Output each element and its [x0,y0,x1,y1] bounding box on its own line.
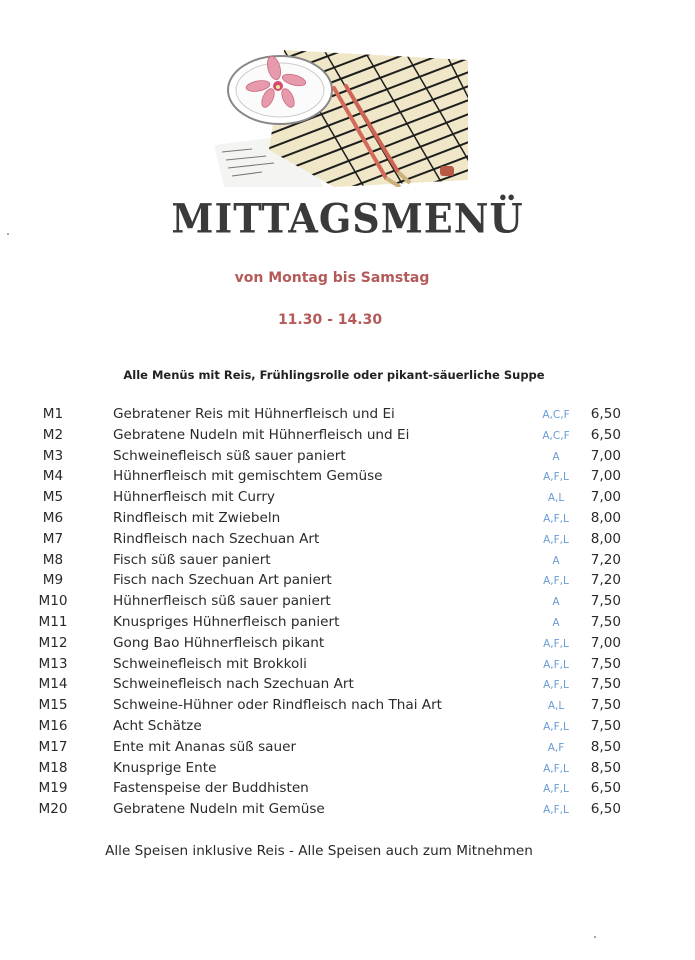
item-allergens: A,F,L [543,679,569,692]
menu-item [0,591,695,612]
item-price: 7,20 [590,551,621,568]
item-price: 7,00 [590,489,621,506]
item-name: Hühnerfleisch mit Curry [113,489,275,506]
item-price: 8,50 [590,759,621,776]
item-allergens: A [552,450,560,463]
item-price: 6,50 [590,801,621,818]
item-name: Schweine-Hühner oder Rindfleisch nach Thai Art [113,697,443,714]
item-name: Hühnerfleisch mit gemischtem Gemüse [113,468,383,485]
item-name: Fisch nach Szechuan Art paniert [113,572,332,589]
menu-item [0,446,695,467]
item-name: Gong Bao Hühnerfleisch pikant [113,634,325,651]
item-allergens: A,L [547,700,565,713]
item-name: Schweinefleisch nach Szechuan Art [113,676,354,693]
item-price: 6,50 [590,780,621,797]
item-name: Knusprige Ente [113,759,217,776]
item-name: Ente mit Ananas süß sauer [113,738,297,755]
item-code: M1 [42,406,64,422]
menu-title: MITTAGSMENÜ [171,194,524,243]
item-name: Hühnerfleisch süß sauer paniert [113,593,331,610]
menu-item [0,778,695,799]
item-price: 7,50 [590,655,621,672]
menu-item [0,716,695,737]
item-code: M8 [42,551,64,568]
hours-label: 11.30 - 14.30 [277,312,383,328]
item-allergens: A,F,L [543,762,569,775]
item-code: M5 [42,489,64,506]
item-price: 7,00 [590,468,621,485]
menu-item [0,508,695,529]
item-allergens: A,F,L [543,658,569,671]
item-price: 7,00 [590,634,621,651]
scan-speck [594,936,596,938]
menu-item [0,799,695,820]
menu-item [0,570,695,591]
item-code: M10 [38,593,68,610]
item-price: 7,50 [590,717,621,734]
menu-item [0,487,695,508]
item-name: Knuspriges Hühnerfleisch paniert [113,613,340,630]
item-name: Rindfleisch mit Zwiebeln [113,509,281,526]
item-name: Schweinefleisch süß sauer paniert [113,447,346,464]
menu-item [0,466,695,487]
item-code: M12 [38,634,68,651]
item-allergens: A,F,L [543,512,569,525]
item-name: Gebratene Nudeln mit Gemüse [113,801,325,818]
item-code: M17 [38,738,68,755]
menu-item [0,612,695,633]
item-price: 8,50 [590,738,621,755]
menu-item [0,550,695,571]
item-price: 7,50 [590,697,621,714]
menu-item [0,674,695,695]
menu-item [0,654,695,675]
item-allergens: A,F,L [543,720,569,733]
item-code: M16 [38,717,68,734]
item-price: 8,00 [590,509,621,526]
menu-item [0,425,695,446]
item-allergens: A,F,L [543,783,569,796]
item-code: M20 [38,801,68,818]
item-code: M3 [42,447,64,464]
item-name: Gebratener Reis mit Hühnerfleisch und Ei [113,406,395,422]
item-allergens: A [552,616,560,629]
item-allergens: A,F [547,741,565,754]
item-allergens: A [552,596,560,609]
item-code: M13 [38,655,68,672]
item-code: M9 [42,572,64,589]
menu-note: Alle Menüs mit Reis, Frühlingsrolle oder pikant-säuerliche Suppe [123,368,545,382]
item-name: Gebratene Nudeln mit Hühnerfleisch und Ei [113,426,410,443]
item-price: 6,50 [590,426,621,443]
item-code: M19 [38,780,68,797]
menu-footer: Alle Speisen inklusive Reis - Alle Speisen auch zum Mitnehmen [105,843,533,859]
menu-item [0,737,695,758]
item-price: 7,50 [590,613,621,630]
item-allergens: A,F,L [543,804,569,817]
item-allergens: A,F,L [543,471,569,484]
item-allergens: A,C,F [542,409,570,421]
scan-speck [7,233,9,235]
item-allergens: A,F,L [543,637,569,650]
header-illustration [214,50,468,187]
item-name: Rindfleisch nach Szechuan Art [113,530,320,547]
item-allergens: A [552,554,560,567]
menu-list [0,404,695,820]
menu-item [0,529,695,550]
item-price: 7,50 [590,593,621,610]
item-price: 7,00 [590,447,621,464]
item-price: 7,20 [590,572,621,589]
item-price: 6,50 [590,406,621,422]
item-code: M2 [42,426,64,443]
item-price: 8,00 [590,530,621,547]
menu-item [0,758,695,779]
item-code: M11 [38,613,68,630]
item-name: Schweinefleisch mit Brokkoli [113,655,307,672]
item-code: M4 [42,468,64,485]
days-label: von Montag bis Samstag [234,270,430,286]
item-code: M14 [38,676,68,693]
item-name: Fisch süß sauer paniert [113,551,271,568]
item-name: Fastenspeise der Buddhisten [113,780,309,797]
item-allergens: A,C,F [542,429,570,442]
menu-item [0,404,695,425]
menu-item [0,695,695,716]
menu-item [0,633,695,654]
item-code: M6 [42,509,64,526]
item-code: M18 [38,759,68,776]
item-allergens: A,L [547,492,565,505]
item-allergens: A,F,L [543,533,569,546]
item-code: M7 [42,530,64,547]
item-price: 7,50 [590,676,621,693]
item-code: M15 [38,697,68,714]
item-allergens: A,F,L [543,575,569,588]
item-name: Acht Schätze [113,717,202,734]
